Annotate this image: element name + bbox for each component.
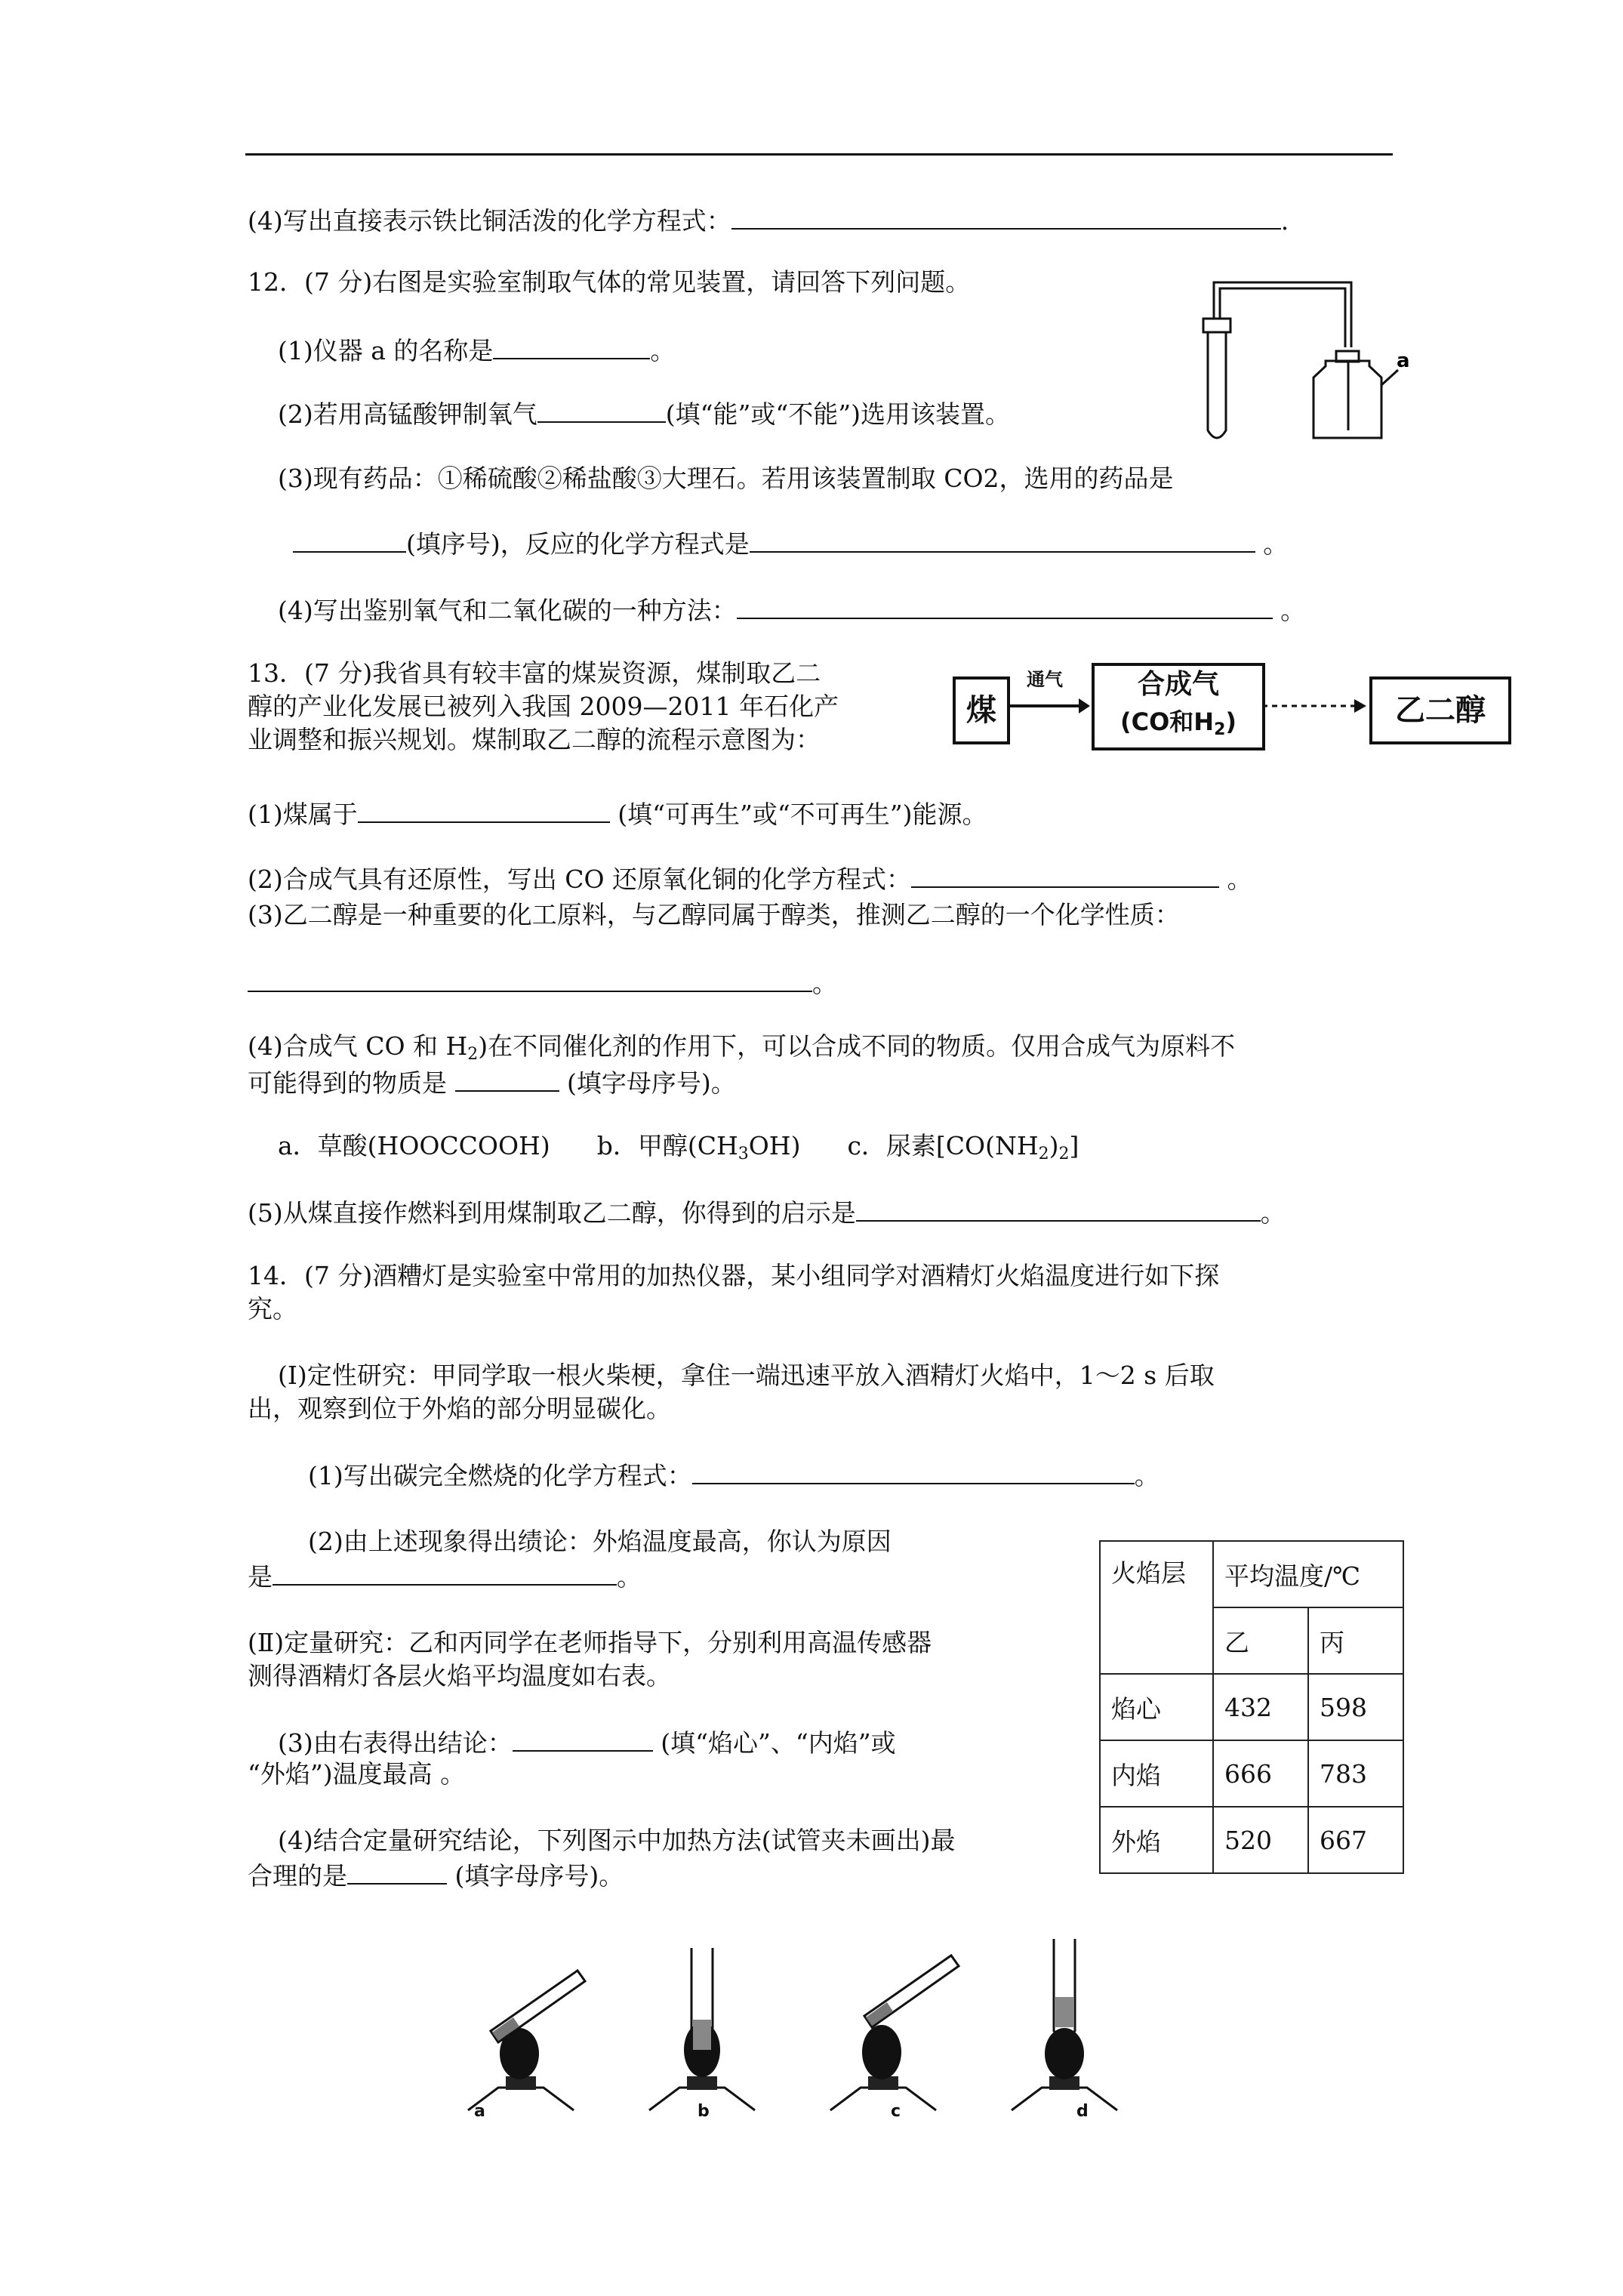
cell-yi: 520 bbox=[1213, 1807, 1308, 1873]
answer-blank[interactable] bbox=[731, 202, 1281, 230]
answer-blank[interactable] bbox=[537, 396, 666, 423]
q12-part3-line1: (3)现有药品：①稀硫酸②稀盐酸③大理石。若用该装置制取 CO2，选用的药品是 bbox=[278, 464, 1174, 493]
flow-arrow-label: 通气 bbox=[1027, 669, 1063, 690]
figure-label-b: b bbox=[698, 2102, 710, 2121]
q13-part4-line2: 可能得到的物质是 (填字母序号)。 bbox=[248, 1065, 736, 1100]
q13-intro-line2: 醇的产业化发展已被列入我国 2009—2011 年石化产 bbox=[248, 692, 839, 721]
flow-syngas-formula: (CO和$H_2$) bbox=[1119, 707, 1237, 739]
q14-quantitative-line2: 测得酒精灯各层火焰平均温度如右表。 bbox=[248, 1661, 671, 1690]
q14-quantitative-line1: (Ⅱ)定量研究：乙和丙同学在老师指导下，分别利用高温传感器 bbox=[248, 1628, 932, 1657]
answer-blank[interactable] bbox=[856, 1194, 1261, 1222]
header-average-temp: 平均温度/℃ bbox=[1213, 1541, 1403, 1607]
flow-box-coal: 煤 bbox=[953, 676, 1010, 744]
q11-part4: (4)写出直接表示铁比铜活泼的化学方程式： . bbox=[248, 202, 1289, 238]
q14-part1: (1)写出碳完全燃烧的化学方程式： 。 bbox=[308, 1457, 1160, 1493]
header-flame-layer: 火焰层 bbox=[1100, 1541, 1213, 1674]
flame-temperature-table bbox=[1099, 1540, 1404, 1874]
option-a: a．草酸(HOOCCOOH) bbox=[278, 1131, 550, 1160]
answer-blank[interactable] bbox=[358, 796, 610, 823]
cell-layer: 内焰 bbox=[1100, 1740, 1213, 1807]
cell-layer: 外焰 bbox=[1100, 1807, 1213, 1873]
figure-label-c: c bbox=[891, 2102, 901, 2121]
answer-blank[interactable] bbox=[273, 1558, 617, 1586]
q13-part4-line1: (4)合成气 CO 和 $H_2$)在不同催化剂的作用下，可以合成不同的物质。仅用合成气为原料不 bbox=[248, 1031, 1236, 1064]
header-rule bbox=[245, 153, 1393, 156]
q13-part2: (2)合成气具有还原性，写出 CO 还原氧化铜的化学方程式： 。 bbox=[248, 861, 1252, 896]
q14-part2-line1: (2)由上述现象得出绩论：外焰温度最高，你认为原因 bbox=[308, 1527, 892, 1556]
apparatus-label-a: a bbox=[1397, 350, 1410, 372]
q14-intro-line1: 14．(7 分)酒糟灯是实验室中常用的加热仪器，某小组同学对酒精灯火焰温度进行如下探 bbox=[248, 1261, 1220, 1290]
cell-yi: 666 bbox=[1213, 1740, 1308, 1807]
q13-intro-line3: 业调整和振兴规划。煤制取乙二醇的流程示意图为： bbox=[248, 725, 821, 754]
q14-part2-line2: 是 。 bbox=[248, 1558, 642, 1594]
heating-methods-figure bbox=[423, 1933, 1178, 2129]
answer-blank[interactable] bbox=[293, 525, 406, 553]
method-c bbox=[830, 1955, 959, 2110]
figure-label-a: a bbox=[474, 2102, 485, 2121]
option-b: b．甲醇$(CH_3OH)$ bbox=[596, 1131, 801, 1163]
q14-part4-line1: (4)结合定量研究结论，下列图示中加热方法(试管夹未画出)最 bbox=[278, 1826, 956, 1855]
answer-blank[interactable] bbox=[347, 1857, 447, 1885]
cell-yi: 432 bbox=[1213, 1674, 1308, 1740]
method-b bbox=[649, 1948, 755, 2110]
answer-blank[interactable] bbox=[248, 965, 812, 992]
q14-qualitative-line2: 出，观察到位于外焰的部分明显碳化。 bbox=[248, 1394, 671, 1423]
table-row bbox=[1100, 1740, 1403, 1807]
header-student-bing: 丙 bbox=[1308, 1607, 1403, 1674]
answer-blank[interactable] bbox=[692, 1457, 1135, 1484]
flow-syngas-label: 合成气 bbox=[1137, 669, 1219, 700]
q14-part3-line1: (3)由右表得出结论： (填“焰心”、“内焰”或 bbox=[278, 1724, 896, 1760]
answer-blank[interactable] bbox=[493, 332, 650, 359]
cell-bing: 598 bbox=[1308, 1674, 1403, 1740]
q13-intro-line1: 13．(7 分)我省具有较丰富的煤炭资源，煤制取乙二 bbox=[248, 658, 821, 688]
q13-part3: (3)乙二醇是一种重要的化工原料，与乙醇同属于醇类，推测乙二醇的一个化学性质： bbox=[248, 900, 1180, 929]
q12-part2: (2)若用高锰酸钾制氧气 (填“能”或“不能”)选用该装置。 bbox=[278, 396, 1010, 431]
gas-apparatus-figure bbox=[1178, 272, 1412, 453]
q14-intro-line2: 究。 bbox=[248, 1294, 297, 1324]
q12-part1: (1)仪器 a 的名称是 。 bbox=[278, 332, 675, 368]
q13-part1: (1)煤属于 (填“可再生”或“不可再生”)能源。 bbox=[248, 796, 987, 831]
q13-part3-answer: 。 bbox=[248, 965, 837, 1000]
q12-part3-line2: (填序号)，反应的化学方程式是 。 bbox=[293, 525, 1288, 561]
cell-layer: 焰心 bbox=[1100, 1674, 1213, 1740]
table-row bbox=[1100, 1674, 1403, 1740]
q14-qualitative-line1: (I)定性研究：甲同学取一根火柴梗，拿住一端迅速平放入酒精灯火焰中，1～2 s 后取 bbox=[278, 1361, 1215, 1390]
cell-bing: 783 bbox=[1308, 1740, 1403, 1807]
q14-part4-line2: 合理的是 (填字母序号)。 bbox=[248, 1857, 624, 1893]
option-c: c．尿素$[CO(NH_2)_2]$ bbox=[847, 1131, 1079, 1163]
q12-part4: (4)写出鉴别氧气和二氧化碳的一种方法： 。 bbox=[278, 592, 1305, 627]
table-row bbox=[1100, 1807, 1403, 1873]
figure-label-d: d bbox=[1076, 2102, 1089, 2121]
cell-bing: 667 bbox=[1308, 1807, 1403, 1873]
flow-box-syngas bbox=[1092, 663, 1265, 750]
answer-blank[interactable] bbox=[455, 1065, 559, 1092]
header-student-yi: 乙 bbox=[1213, 1607, 1308, 1674]
flow-box-glycol: 乙二醇 bbox=[1369, 676, 1511, 744]
method-d bbox=[1012, 1939, 1117, 2110]
flow-arrow-2 bbox=[1262, 695, 1368, 717]
q14-part3-line2: “外焰”)温度最高 。 bbox=[248, 1759, 466, 1789]
q13-part5: (5)从煤直接作燃料到用煤制取乙二醇，你得到的启示是 。 bbox=[248, 1194, 1286, 1230]
answer-blank[interactable] bbox=[750, 525, 1255, 553]
q12-header: 12．(7 分)右图是实验室制取气体的常见装置，请回答下列问题。 bbox=[248, 267, 971, 297]
answer-blank[interactable] bbox=[737, 592, 1273, 619]
flow-arrow-1 bbox=[1007, 695, 1090, 717]
q13-options bbox=[278, 1130, 1079, 1171]
answer-blank[interactable] bbox=[911, 861, 1219, 888]
method-a bbox=[468, 1971, 585, 2110]
answer-blank[interactable] bbox=[513, 1724, 653, 1752]
